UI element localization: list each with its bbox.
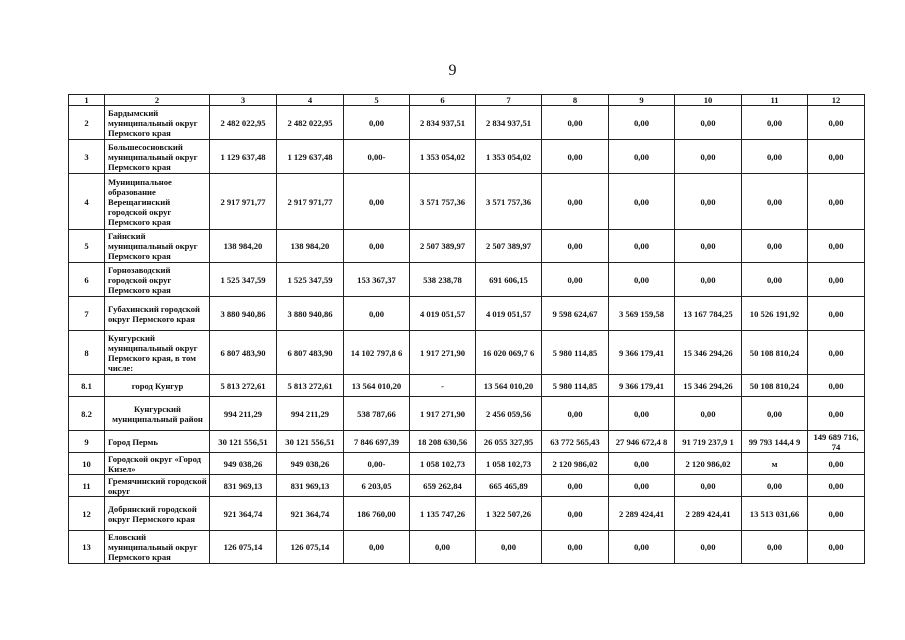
column-number-cell: 3	[210, 95, 277, 106]
value-cell: 0,00-	[344, 453, 410, 475]
value-cell: 0,00	[808, 297, 865, 331]
table-row	[69, 497, 865, 531]
value-cell: 0,00	[675, 397, 742, 431]
value-cell: 153 367,37	[344, 263, 410, 297]
value-cell: 0,00	[344, 174, 410, 230]
value-cell: 1 525 347,59	[210, 263, 277, 297]
value-cell: 0,00	[808, 497, 865, 531]
value-cell: 0,00	[609, 140, 675, 174]
row-number-cell: 6	[69, 263, 105, 297]
value-cell: 6 807 483,90	[277, 331, 344, 375]
value-cell: 0,00	[742, 174, 808, 230]
municipality-name-cell: Добрянский городской округ Пермского края	[105, 497, 210, 531]
value-cell: 126 075,14	[277, 531, 344, 564]
value-cell: 0,00	[742, 531, 808, 564]
row-number-cell: 10	[69, 453, 105, 475]
value-cell: 0,00	[675, 140, 742, 174]
column-number-cell: 8	[542, 95, 609, 106]
value-cell: 0,00	[675, 475, 742, 497]
value-cell: 0,00	[808, 174, 865, 230]
municipality-name-cell: Губахинский городской округ Пермского края	[105, 297, 210, 331]
value-cell: 831 969,13	[277, 475, 344, 497]
table-row	[69, 263, 865, 297]
value-cell: 691 606,15	[476, 263, 542, 297]
value-cell: 13 513 031,66	[742, 497, 808, 531]
value-cell: 994 211,29	[210, 397, 277, 431]
value-cell: 6 203,05	[344, 475, 410, 497]
value-cell: 2 507 389,97	[410, 230, 476, 263]
value-cell: 7 846 697,39	[344, 431, 410, 453]
column-number-cell: 7	[476, 95, 542, 106]
table-body	[69, 95, 865, 564]
municipality-name-cell: Большесосновский муниципальный округ Пермского края	[105, 140, 210, 174]
value-cell: 0,00	[675, 106, 742, 140]
value-cell: 0,00	[675, 230, 742, 263]
value-cell: 14 102 797,8 6	[344, 331, 410, 375]
value-cell: 2 482 022,95	[210, 106, 277, 140]
value-cell: 0,00	[609, 475, 675, 497]
value-cell: 0,00	[609, 106, 675, 140]
municipality-name-cell: Бардымский муниципальный округ Пермского края	[105, 106, 210, 140]
value-cell: 5 980 114,85	[542, 331, 609, 375]
value-cell: 138 984,20	[210, 230, 277, 263]
value-cell: 0,00	[808, 375, 865, 397]
value-cell: 13 564 010,20	[344, 375, 410, 397]
value-cell: 15 346 294,26	[675, 331, 742, 375]
row-number-cell: 8.2	[69, 397, 105, 431]
value-cell: 1 525 347,59	[277, 263, 344, 297]
value-cell: 0,00	[808, 453, 865, 475]
value-cell: 5 813 272,61	[210, 375, 277, 397]
value-cell: 0,00	[675, 263, 742, 297]
value-cell: 0,00	[542, 475, 609, 497]
value-cell: 1 353 054,02	[476, 140, 542, 174]
column-number-row	[69, 95, 865, 106]
value-cell: 0,00	[542, 106, 609, 140]
value-cell: 0,00	[609, 230, 675, 263]
row-number-cell: 11	[69, 475, 105, 497]
column-number-cell: 5	[344, 95, 410, 106]
value-cell: 0,00	[808, 531, 865, 564]
value-cell: 1 353 054,02	[410, 140, 476, 174]
value-cell: 1 135 747,26	[410, 497, 476, 531]
value-cell: 831 969,13	[210, 475, 277, 497]
value-cell: 9 366 179,41	[609, 375, 675, 397]
value-cell: 0,00	[542, 397, 609, 431]
column-number-cell: 2	[105, 95, 210, 106]
value-cell: 0,00	[742, 230, 808, 263]
table-row	[69, 297, 865, 331]
value-cell: 0,00	[742, 106, 808, 140]
value-cell: 2 120 986,02	[542, 453, 609, 475]
value-cell: 0,00	[609, 453, 675, 475]
value-cell: 3 880 940,86	[277, 297, 344, 331]
table-row	[69, 106, 865, 140]
value-cell: 15 346 294,26	[675, 375, 742, 397]
value-cell: 13 167 784,25	[675, 297, 742, 331]
municipality-name-cell: Еловский муниципальный округ Пермского края	[105, 531, 210, 564]
value-cell: 99 793 144,4 9	[742, 431, 808, 453]
value-cell: 0,00	[808, 331, 865, 375]
value-cell: 0,00	[742, 397, 808, 431]
value-cell: 2 120 986,02	[675, 453, 742, 475]
row-number-cell: 4	[69, 174, 105, 230]
value-cell: -	[410, 375, 476, 397]
value-cell: 921 364,74	[210, 497, 277, 531]
row-number-cell: 9	[69, 431, 105, 453]
value-cell: 4 019 051,57	[410, 297, 476, 331]
value-cell: 149 689 716, 74	[808, 431, 865, 453]
column-number-cell: 4	[277, 95, 344, 106]
value-cell: 2 834 937,51	[410, 106, 476, 140]
value-cell: 0,00	[542, 230, 609, 263]
table-row	[69, 431, 865, 453]
table-row	[69, 531, 865, 564]
table-row	[69, 331, 865, 375]
value-cell: 30 121 556,51	[210, 431, 277, 453]
row-number-cell: 3	[69, 140, 105, 174]
municipality-name-cell: Город Пермь	[105, 431, 210, 453]
value-cell: 0,00	[542, 174, 609, 230]
value-cell: 3 880 940,86	[210, 297, 277, 331]
value-cell: 0,00	[742, 140, 808, 174]
value-cell: 0,00	[742, 263, 808, 297]
value-cell: 3 571 757,36	[410, 174, 476, 230]
municipality-name-cell: Городской округ «Город Кизел»	[105, 453, 210, 475]
municipality-name-cell: Кунгурский муниципальный район	[105, 397, 210, 431]
row-number-cell: 8	[69, 331, 105, 375]
table-row	[69, 475, 865, 497]
column-number-cell: 6	[410, 95, 476, 106]
value-cell: 0,00	[344, 230, 410, 263]
table-row	[69, 453, 865, 475]
table-row	[69, 397, 865, 431]
value-cell: 0,00	[542, 140, 609, 174]
value-cell: 1 058 102,73	[410, 453, 476, 475]
row-number-cell: 7	[69, 297, 105, 331]
value-cell: 0,00	[344, 531, 410, 564]
value-cell: 2 289 424,41	[675, 497, 742, 531]
value-cell: 10 526 191,92	[742, 297, 808, 331]
value-cell: 0,00	[410, 531, 476, 564]
value-cell: 6 807 483,90	[210, 331, 277, 375]
value-cell: 0,00	[609, 263, 675, 297]
row-number-cell: 13	[69, 531, 105, 564]
budget-table	[68, 94, 865, 564]
municipality-name-cell: Гремячинский городской округ	[105, 475, 210, 497]
municipality-name-cell: город Кунгур	[105, 375, 210, 397]
value-cell: 26 055 327,95	[476, 431, 542, 453]
value-cell: 659 262,84	[410, 475, 476, 497]
value-cell: 0,00	[542, 531, 609, 564]
value-cell: 3 569 159,58	[609, 297, 675, 331]
value-cell: 4 019 051,57	[476, 297, 542, 331]
value-cell: м	[742, 453, 808, 475]
value-cell: 2 834 937,51	[476, 106, 542, 140]
value-cell: 2 482 022,95	[277, 106, 344, 140]
value-cell: 5 813 272,61	[277, 375, 344, 397]
value-cell: 1 917 271,90	[410, 397, 476, 431]
municipality-name-cell: Гайнский муниципальный округ Пермского края	[105, 230, 210, 263]
value-cell: 994 211,29	[277, 397, 344, 431]
value-cell: 538 787,66	[344, 397, 410, 431]
value-cell: 0,00	[808, 140, 865, 174]
value-cell: 0,00	[675, 531, 742, 564]
value-cell: 1 129 637,48	[210, 140, 277, 174]
value-cell: 0,00	[344, 106, 410, 140]
value-cell: 50 108 810,24	[742, 375, 808, 397]
value-cell: 0,00	[808, 230, 865, 263]
value-cell: 30 121 556,51	[277, 431, 344, 453]
value-cell: 63 772 565,43	[542, 431, 609, 453]
value-cell: 2 917 971,77	[277, 174, 344, 230]
value-cell: 0,00	[609, 397, 675, 431]
row-number-cell: 2	[69, 106, 105, 140]
value-cell: 538 238,78	[410, 263, 476, 297]
value-cell: 2 917 971,77	[210, 174, 277, 230]
value-cell: 0,00	[808, 397, 865, 431]
table-row	[69, 230, 865, 263]
value-cell: 9 598 624,67	[542, 297, 609, 331]
value-cell: 138 984,20	[277, 230, 344, 263]
value-cell: 0,00	[542, 263, 609, 297]
value-cell: 5 980 114,85	[542, 375, 609, 397]
value-cell: 0,00	[542, 497, 609, 531]
value-cell: 0,00	[808, 475, 865, 497]
value-cell: 2 507 389,97	[476, 230, 542, 263]
value-cell: 3 571 757,36	[476, 174, 542, 230]
column-number-cell: 9	[609, 95, 675, 106]
value-cell: 9 366 179,41	[609, 331, 675, 375]
column-number-cell: 1	[69, 95, 105, 106]
value-cell: 2 289 424,41	[609, 497, 675, 531]
value-cell: 1 058 102,73	[476, 453, 542, 475]
value-cell: 2 456 059,56	[476, 397, 542, 431]
value-cell: 186 760,00	[344, 497, 410, 531]
value-cell: 16 020 069,7 6	[476, 331, 542, 375]
value-cell: 0,00	[344, 297, 410, 331]
value-cell: 0,00	[675, 174, 742, 230]
value-cell: 0,00-	[344, 140, 410, 174]
page-number: 9	[448, 62, 457, 79]
value-cell: 665 465,89	[476, 475, 542, 497]
value-cell: 126 075,14	[210, 531, 277, 564]
value-cell: 27 946 672,4 8	[609, 431, 675, 453]
row-number-cell: 12	[69, 497, 105, 531]
value-cell: 0,00	[609, 174, 675, 230]
value-cell: 949 038,26	[277, 453, 344, 475]
value-cell: 949 038,26	[210, 453, 277, 475]
municipality-name-cell: Кунгурский муниципальный округ Пермского края, в том числе:	[105, 331, 210, 375]
value-cell: 921 364,74	[277, 497, 344, 531]
value-cell: 0,00	[808, 106, 865, 140]
value-cell: 1 917 271,90	[410, 331, 476, 375]
value-cell: 0,00	[742, 475, 808, 497]
value-cell: 91 719 237,9 1	[675, 431, 742, 453]
value-cell: 13 564 010,20	[476, 375, 542, 397]
column-number-cell: 11	[742, 95, 808, 106]
municipality-name-cell: Муниципальное образование Верещагинский городской округ Пермского края	[105, 174, 210, 230]
row-number-cell: 8.1	[69, 375, 105, 397]
table-row	[69, 375, 865, 397]
value-cell: 18 208 630,56	[410, 431, 476, 453]
value-cell: 0,00	[609, 531, 675, 564]
value-cell: 50 108 810,24	[742, 331, 808, 375]
table-row	[69, 140, 865, 174]
row-number-cell: 5	[69, 230, 105, 263]
municipality-name-cell: Горнозаводский городской округ Пермского края	[105, 263, 210, 297]
value-cell: 1 129 637,48	[277, 140, 344, 174]
table-row	[69, 174, 865, 230]
value-cell: 0,00	[476, 531, 542, 564]
column-number-cell: 12	[808, 95, 865, 106]
column-number-cell: 10	[675, 95, 742, 106]
value-cell: 0,00	[808, 263, 865, 297]
value-cell: 1 322 507,26	[476, 497, 542, 531]
